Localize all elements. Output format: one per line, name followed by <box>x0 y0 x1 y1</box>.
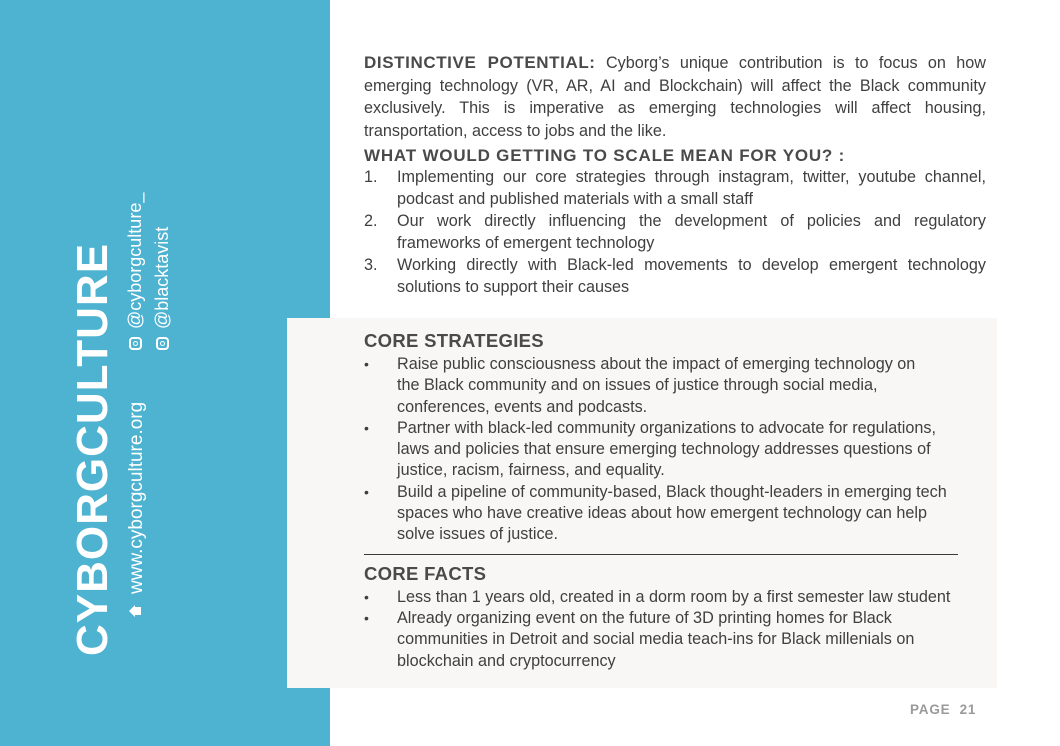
list-number: 1. <box>364 168 378 186</box>
distinctive-text: Cyborg’s unique contribution is to focus on how emerging technology (VR, AR, AI and Blockchain) will affect the Black community exclusively. This is imperative as emerging technologies will affect housing, transportation, access to jobs and the like. <box>364 54 986 140</box>
sidebar <box>0 0 330 746</box>
core-facts-heading: CORE FACTS <box>364 562 487 584</box>
list-number: 2. <box>364 212 378 230</box>
core-strategies-heading: CORE STRATEGIES <box>364 330 544 351</box>
distinctive-potential <box>364 52 986 142</box>
list-item <box>364 418 964 482</box>
instagram-handle-1-text: @cyborgculture_ <box>125 192 145 329</box>
page-number-value: 21 <box>959 702 977 717</box>
list-text: Our work directly influencing the development of policies and regulatory frameworks of emergent technology <box>397 212 986 252</box>
website-text: www.cyborgculture.org <box>126 401 147 594</box>
main-content <box>364 52 986 298</box>
list-text: Working directly with Black-led movements to develop emergent technology solutions to support their causes <box>397 256 986 296</box>
divider <box>364 554 958 555</box>
list-item <box>364 255 986 298</box>
list-text: Raise public consciousness about the impact of emerging technology on the Black community and on issues of justice through social media, conferences, events and podcasts. <box>397 355 916 416</box>
bullet: • <box>364 588 369 605</box>
list-number: 3. <box>364 256 378 274</box>
list-item <box>364 587 964 608</box>
list-text: Less than 1 years old, created in a dorm room by a first semester law student <box>397 587 951 606</box>
list-item <box>364 167 986 210</box>
bullet: • <box>364 609 369 626</box>
list-item <box>364 211 986 254</box>
list-text: Partner with black-led community organizations to advocate for regulations, laws and policies that ensure emerging technology addresses questions of justice, racism, fairness, and equality. <box>397 418 936 480</box>
list-text: Already organizing event on the future of 3D printing homes for Black communities in Detroit and social media teach-ins for Black millenials on blockchain and cryptocurrency <box>397 608 915 670</box>
core-panel <box>287 318 997 688</box>
page-number <box>910 702 976 717</box>
core-strategies-list <box>364 354 964 546</box>
page-label: PAGE <box>910 702 951 717</box>
core-facts-list <box>364 587 964 672</box>
bullet: • <box>364 419 369 436</box>
list-item <box>364 608 964 672</box>
list-item <box>364 482 964 546</box>
instagram-icon <box>129 337 142 350</box>
list-text: Implementing our core strategies through instagram, twitter, youtube channel, podcast and published materials with a small staff <box>397 168 986 208</box>
instagram-handle-2[interactable] <box>152 227 173 350</box>
home-icon <box>126 604 148 618</box>
list-text: Build a pipeline of community-based, Black thought-leaders in emerging tech spaces who have creative ideas about how emergent technology can help solve issues of justice. <box>397 482 947 544</box>
org-title: CYBORGCULTURE <box>68 242 117 656</box>
list-item <box>364 354 964 418</box>
scale-list <box>364 167 986 298</box>
website-link[interactable] <box>126 402 148 618</box>
bullet: • <box>364 356 369 372</box>
bullet: • <box>364 483 369 500</box>
instagram-handle-2-text: @blacktavist <box>152 226 172 329</box>
distinctive-label: DISTINCTIVE POTENTIAL: <box>364 53 596 72</box>
instagram-icon <box>156 337 169 350</box>
instagram-handle-1[interactable] <box>125 193 146 350</box>
scale-heading: WHAT WOULD GETTING TO SCALE MEAN FOR YOU? : <box>364 146 846 165</box>
